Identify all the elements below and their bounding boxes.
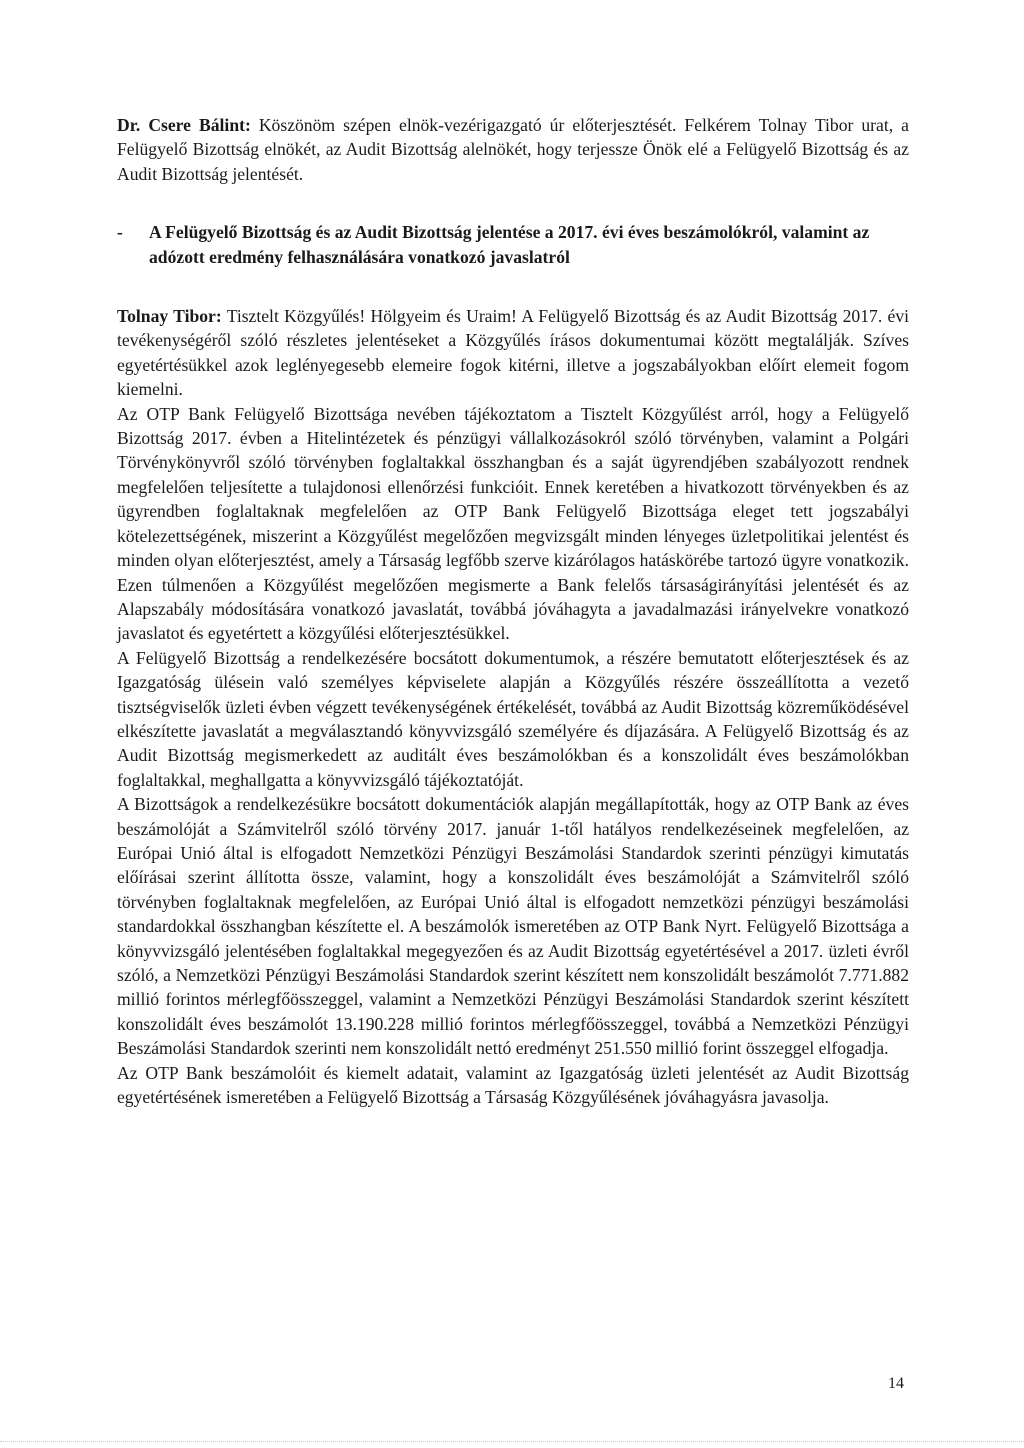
page-bottom-rule [0,1441,1024,1442]
agenda-item [117,220,909,269]
speech-paragraph: Az OTP Bank Felügyelő Bizottsága nevében tájékoztatom a Tisztelt Közgyűlést arról, hogy a Felügyelő Bizottság 2017. évben a Hitelintézetek és pénzügyi vállalkozásokról szóló törvényben, valamint a Polgári Törvénykönyvről szóló törvényben foglaltakkal összhangban és a saját ügyrendjében szabályozott rendnek megfelelően teljesítette a tulajdonosi ellenőrzési funkcióit. Ennek keretében a hivatkozott törvényekben és az ügyrendben foglaltaknak megfelelően az OTP Bank Felügyelő Bizottsága eleget tett jogszabályi kötelezettségének, miszerint a Közgyűlést megelőzően megvizsgált minden lényeges üzletpolitikai jelentést és minden olyan előterjesztést, amely a Társaság legfőbb szerve kizárólagos hatáskörébe tartozó ügyre vonatkozik. Ezen túlmenően a Közgyűlést megelőzően megismerte a Bank felelős társaságirányítási jelentését és az Alapszabály módosítására vonatkozó javaslatát, továbbá jóváhagyta a javadalmazási irányelvekre vonatkozó javaslatot és egyetértett a közgyűlési előterjesztésükkel. [117,403,909,644]
agenda-item-title: A Felügyelő Bizottság és az Audit Bizottság jelentése a 2017. évi éves beszámolókról, valamint az adózott eredmény felhasználására vonatkozó javaslatról [149,222,870,267]
intro-text: Köszönöm szépen elnök-vezérigazgató úr előterjesztését. Felkérem Tolnay Tibor urat, a Felügyelő Bizottság elnökét, az Audit Bizottság alelnökét, hogy terjessze Önök elé a Felügyelő Bizottság és az Audit Bizottság jelentését. [117,115,909,184]
document-page [117,113,909,1109]
speech-paragraph: Az OTP Bank beszámolóit és kiemelt adatait, valamint az Igazgatóság üzleti jelentését az Audit Bizottság egyetértésének ismeretében a Felügyelő Bizottság a Társaság Közgyűlésének jóváhagyásra javasolja. [117,1062,909,1108]
speech-text: Tisztelt Közgyűlés! Hölgyeim és Uraim! A Felügyelő Bizottság és az Audit Bizottság 2017. évi tevékenységéről szóló részletes jelentéseket a Közgyűlés írásos dokumentumai között megtalálják. Szíves egyetértésükkel azok leglényegesebb elemeire fogok kitérni, illetve a jogszabályokban előírt elemeit fogom kiemelni. [117,306,909,400]
speaker-name: Tolnay Tibor: [117,306,222,327]
speech-paragraph: A Felügyelő Bizottság a rendelkezésére bocsátott dokumentumok, a részére bemutatott előterjesztések és az Igazgatóság ülésein való személyes képviselete alapján a Közgyűlés részére összeállította a vezető tisztségviselők üzleti évben végzett tevékenységének értékelését, továbbá az Audit Bizottság közreműködésével elkészítette javaslatát a megválasztandó könyvvizsgáló személyére és díjazására. A Felügyelő Bizottság és az Audit Bizottság megismerkedett az auditált éves beszámolókban és a konszolidált éves beszámolókban foglaltakkal, meghallgatta a könyvvizsgáló tájékoztatóját. [117,647,909,790]
intro-paragraph [117,113,909,186]
page-number: 14 [888,1375,904,1392]
speech-paragraph: A Bizottságok a rendelkezésükre bocsátott dokumentációk alapján megállapították, hogy az OTP Bank az éves beszámolóját a Számvitelről szóló törvény 2017. január 1-től hatályos rendelkezéseinek megfelelően, az Európai Unió által is elfogadott Nemzetközi Pénzügyi Beszámolási Standardok szerinti pénzügyi kimutatás előírásai szerint állította össze, valamint, hogy a konszolidált éves beszámolóját a Számvitelről szóló törvényben foglaltaknak megfelelően, az Európai Unió által is elfogadott nemzetközi pénzügyi beszámolási standardokkal összhangban készítette el. A beszámolók ismeretében az OTP Bank Nyrt. Felügyelő Bizottsága a könyvvizsgáló jelentésében foglaltakkal megegyezően és az Audit Bizottság egyetértésével a 2017. üzleti évről szóló, a Nemzetközi Pénzügyi Beszámolási Standardok szerint készített nem konszolidált beszámolót 7.771.882 millió forintos mérlegfőösszeggel, valamint a Nemzetközi Pénzügyi Beszámolási Standardok szerint készített konszolidált éves beszámolót 13.190.228 millió forintos mérlegfőösszeggel, továbbá a Nemzetközi Pénzügyi Beszámolási Standardok szerinti nem konszolidált nettó eredményt 251.550 millió forint összeggel elfogadja. [117,794,909,1059]
speaker-name: Dr. Csere Bálint: [117,115,251,135]
agenda-item-dash: - [117,222,123,243]
speech-paragraph [117,304,909,402]
